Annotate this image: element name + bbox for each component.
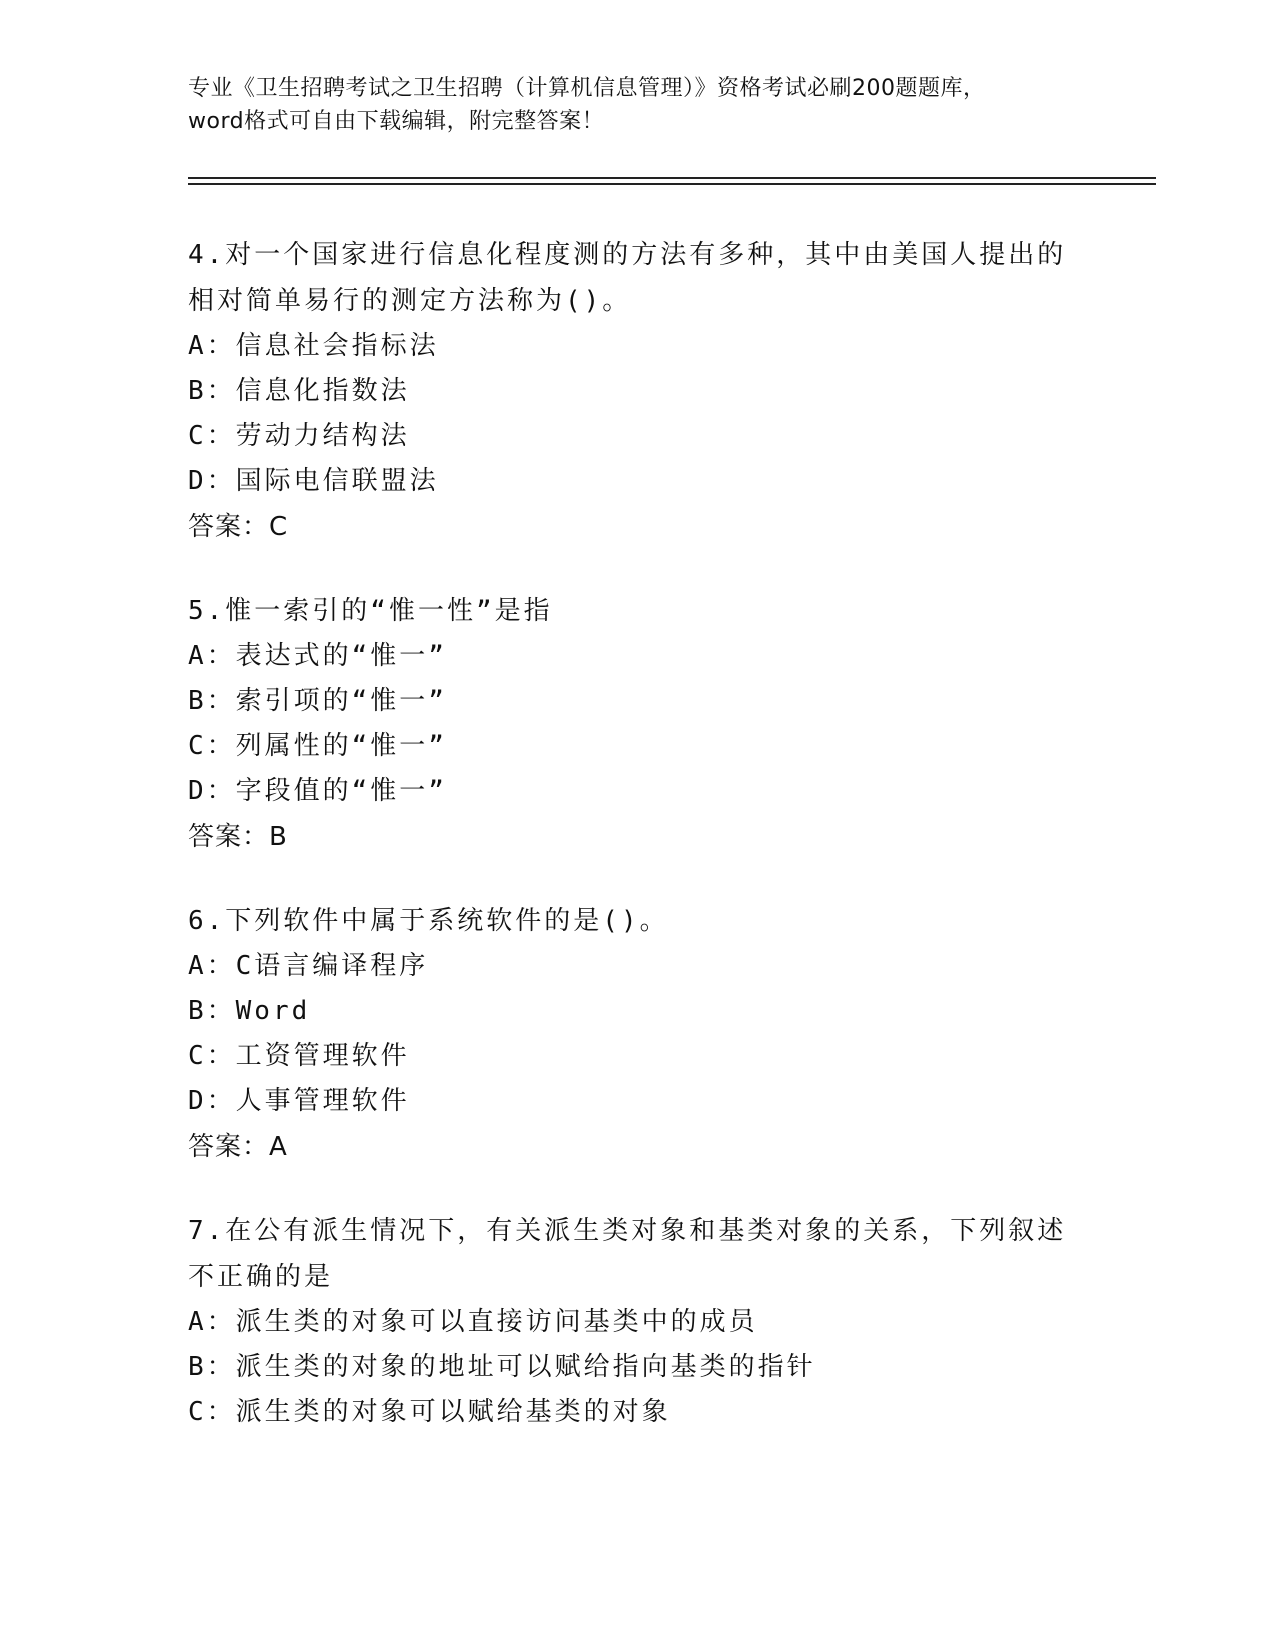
answer-option: B：索引项的“惟一” <box>188 686 447 716</box>
header-divider-top <box>188 177 1156 179</box>
question-block <box>188 1208 1088 1435</box>
answer-option: C：工资管理软件 <box>188 1041 410 1071</box>
question-stem-line: 不正确的是 <box>188 1262 334 1292</box>
answer-key: 答案：B <box>188 822 288 852</box>
answer-key: 答案：C <box>188 512 289 542</box>
question-stem-line: 5.惟一索引的“惟一性”是指 <box>188 596 553 626</box>
answer-option: A：表达式的“惟一” <box>188 641 447 671</box>
header-divider-bottom <box>188 183 1156 185</box>
header-line-1: 专业《卫生招聘考试之卫生招聘（计算机信息管理）》资格考试必刷200题题库， <box>188 76 986 101</box>
question-block <box>188 232 1088 550</box>
header-line-2: word格式可自由下载编辑，附完整答案！ <box>188 109 605 134</box>
answer-key: 答案：A <box>188 1132 288 1162</box>
answer-option: B：派生类的对象的地址可以赋给指向基类的指针 <box>188 1352 816 1382</box>
answer-option: A：派生类的对象可以直接访问基类中的成员 <box>188 1307 758 1337</box>
answer-option: C：劳动力结构法 <box>188 421 410 451</box>
question-list <box>188 232 1088 1473</box>
question-block <box>188 588 1088 860</box>
answer-option: B：信息化指数法 <box>188 376 410 406</box>
answer-option: A：信息社会指标法 <box>188 331 439 361</box>
question-stem-line: 4.对一个国家进行信息化程度测的方法有多种，其中由美国人提出的 <box>188 240 1067 270</box>
answer-option: B：Word <box>188 996 311 1026</box>
answer-option: C：列属性的“惟一” <box>188 731 447 761</box>
document-header <box>188 72 1088 138</box>
answer-option: D：字段值的“惟一” <box>188 776 447 806</box>
answer-option: D：国际电信联盟法 <box>188 466 439 496</box>
answer-option: A：C语言编译程序 <box>188 951 429 981</box>
answer-option: C：派生类的对象可以赋给基类的对象 <box>188 1397 671 1427</box>
question-block <box>188 898 1088 1170</box>
question-stem-line: 相对简单易行的测定方法称为()。 <box>188 286 632 316</box>
answer-option: D：人事管理软件 <box>188 1086 410 1116</box>
question-stem-line: 7.在公有派生情况下，有关派生类对象和基类对象的关系，下列叙述 <box>188 1216 1067 1246</box>
question-stem-line: 6.下列软件中属于系统软件的是()。 <box>188 906 669 936</box>
